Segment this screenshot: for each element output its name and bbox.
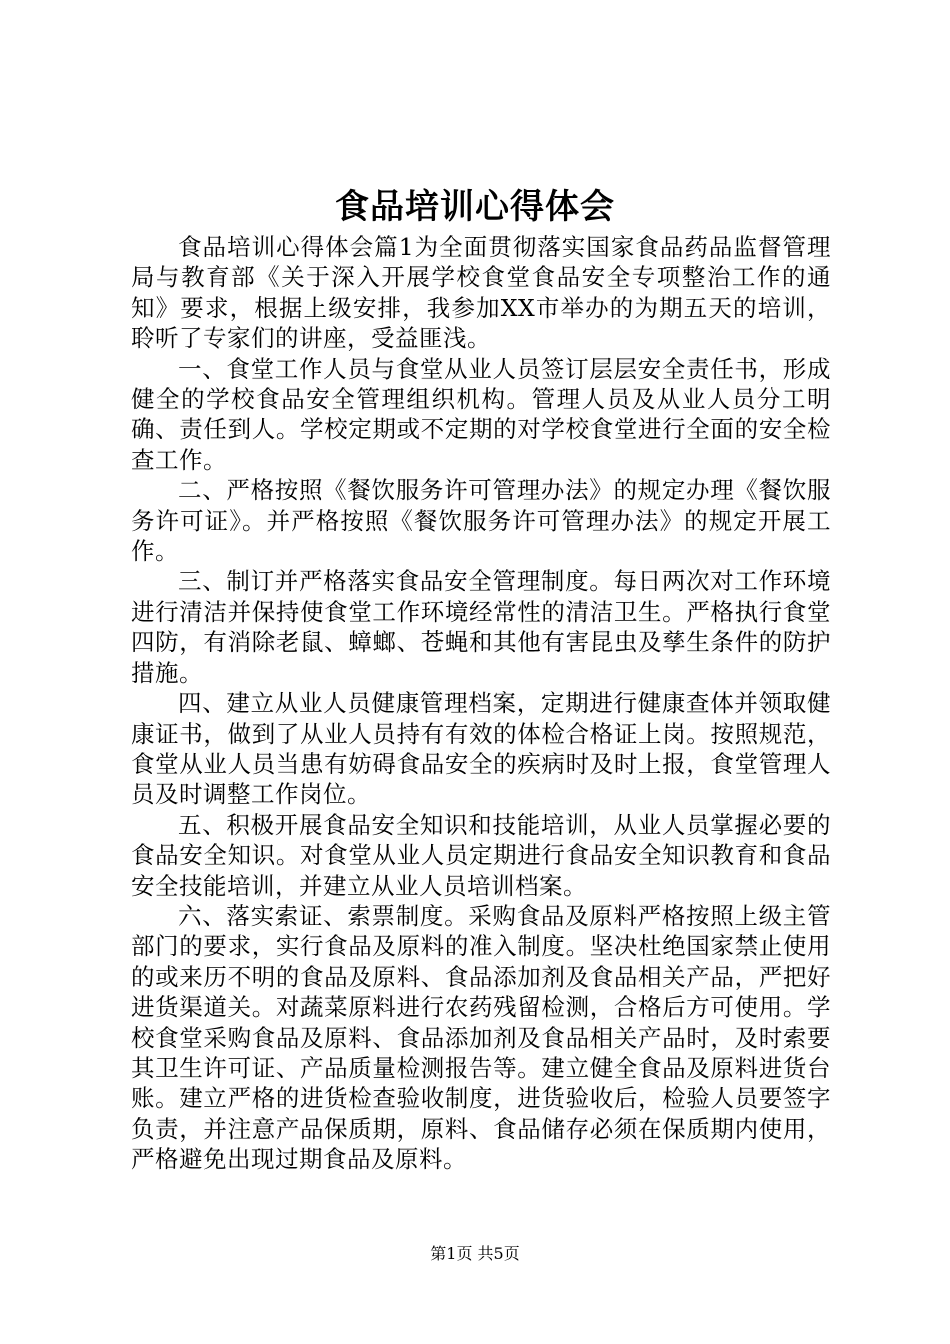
page-number-footer: 第1页 共5页	[430, 1244, 520, 1263]
paragraph-point-1: 一、食堂工作人员与食堂从业人员签订层层安全责任书，形成健全的学校食品安全管理组织机构。管理人员及从业人员分工明确、责任到人。学校定期或不定期的对学校食堂进行全面的安全检查工作。	[131, 354, 831, 474]
paragraph-point-2: 二、严格按照《餐饮服务许可管理办法》的规定办理《餐饮服务许可证》。并严格按照《餐饮服务许可管理办法》的规定开展工作。	[131, 476, 831, 566]
paragraph-intro: 食品培训心得体会篇1为全面贯彻落实国家食品药品监督管理局与教育部《关于深入开展学校食堂食品安全专项整治工作的通知》要求，根据上级安排，我参加XX市举办的为期五天的培训，聆听了专家们的讲座，受益匪浅。	[131, 233, 831, 353]
paragraph-point-4: 四、建立从业人员健康管理档案，定期进行健康查体并领取健康证书，做到了从业人员持有有效的体检合格证上岗。按照规范，食堂从业人员当患有妨碍食品安全的疾病时及时上报，食堂管理人员及时调整工作岗位。	[131, 689, 831, 809]
document-body	[131, 232, 831, 1175]
paragraph-point-3: 三、制订并严格落实食品安全管理制度。每日两次对工作环境进行清洁并保持使食堂工作环境经常性的清洁卫生。严格执行食堂四防，有消除老鼠、蟑螂、苍蝇和其他有害昆虫及孳生条件的防护措施。	[131, 567, 831, 687]
paragraph-point-5: 五、积极开展食品安全知识和技能培训，从业人员掌握必要的食品安全知识。对食堂从业人员定期进行食品安全知识教育和食品安全技能培训，并建立从业人员培训档案。	[131, 810, 831, 900]
document-title: 食品培训心得体会	[335, 187, 615, 227]
paragraph-point-6: 六、落实索证、索票制度。采购食品及原料严格按照上级主管部门的要求，实行食品及原料的准入制度。坚决杜绝国家禁止使用的或来历不明的食品及原料、食品添加剂及食品相关产品，严把好进货渠道关。对蔬菜原料进行农药残留检测，合格后方可使用。学校食堂采购食品及原料、食品添加剂及食品相关产品时，及时索要其卫生许可证、产品质量检测报告等。建立健全食品及原料进货台账。建立严格的进货检查验收制度，进货验收后，检验人员要签字负责，并注意产品保质期，原料、食品储存必须在保质期内使用，严格避免出现过期食品及原料。	[131, 901, 831, 1174]
